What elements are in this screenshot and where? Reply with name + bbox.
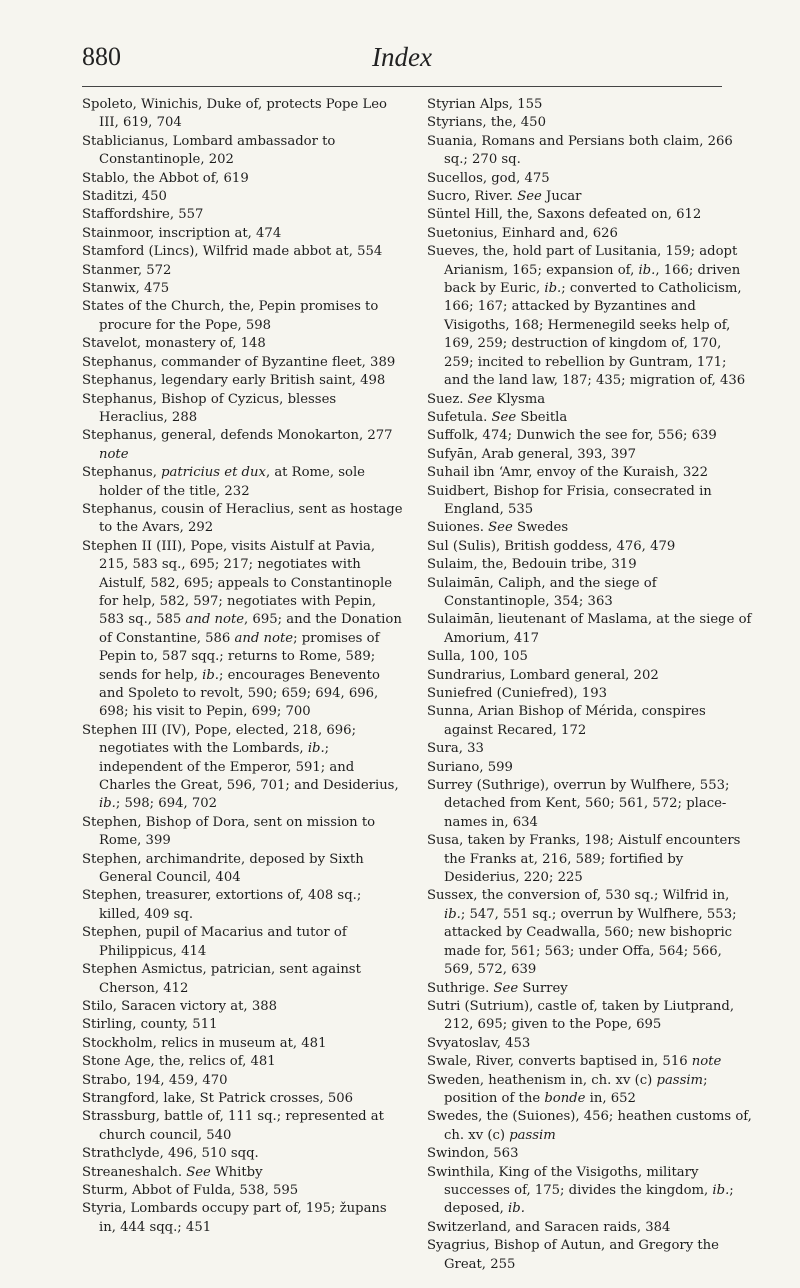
index-entry: Stamford (Lincs), Wilfrid made abbot at, 554: [82, 244, 383, 260]
index-entry: Stablo, the Abbot of, 619: [82, 170, 249, 186]
index-entry: Strassburg, battle of, 111 sq.; represented at church council, 540: [82, 1109, 384, 1143]
index-entry: Suthrige. See Surrey: [427, 980, 568, 996]
index-entry: Swedes, the (Suiones), 456; heathen customs of, ch. xv (c) passim: [427, 1109, 752, 1143]
index-entry: Staffordshire, 557: [82, 207, 204, 223]
index-entry: Sufyān, Arab general, 393, 397: [427, 446, 636, 462]
index-entry: Swindon, 563: [427, 1146, 519, 1162]
index-entry: Spoleto, Winichis, Duke of, protects Pope Leo III, 619, 704: [82, 97, 387, 131]
index-entry: Stephanus, general, defends Monokarton, 277 note: [82, 428, 393, 462]
index-entry: Suidbert, Bishop for Frisia, consecrated in England, 535: [427, 483, 712, 517]
index-entry: Sulaimān, lieutenant of Maslama, at the siege of Amorium, 417: [427, 612, 752, 646]
index-entry: Stanmer, 572: [82, 262, 172, 278]
index-entry: Suniefred (Cuniefred), 193: [427, 686, 608, 701]
index-entry: Stephen II (III), Pope, visits Aistulf at Pavia, 215, 583 sq., 695; 217; negotiates with Aistulf, 582, 695; appeals to Constantinople for help, 582, 597; negotiates with Pepin, 583 sq., 585 and note, 695; and the Donation of Constantine, 586 and note; promises of Pepin to, 587 sqq.; returns to Rome, 589; sends for help, ib.; encourages Benevento and Spoleto to revolt, 590; 659; 694, 696, 698; his visit to Pepin, 699; 700: [82, 538, 402, 720]
running-head: Index: [372, 42, 432, 72]
index-entry: Stainmoor, inscription at, 474: [82, 225, 282, 241]
index-entry: Stirling, county, 511: [82, 1017, 218, 1033]
index-entry: Suiones. See Swedes: [427, 520, 569, 536]
index-entry: Sussex, the conversion of, 530 sq.; Wilfrid in, ib.; 547, 551 sq.; overrun by Wulfhere, 553; attacked by Ceadwalla, 560; new bishopric made for, 561; 563; under Offa, 564; 566, 569, 572, 639: [427, 888, 737, 978]
index-entry: Syagrius, Bishop of Autun, and Gregory the Great, 255: [427, 1238, 719, 1272]
index-entry: Sulaim, the, Bedouin tribe, 319: [427, 557, 637, 573]
index-entry: Strangford, lake, St Patrick crosses, 506: [82, 1090, 353, 1106]
index-entry: Strabo, 194, 459, 470: [82, 1072, 228, 1088]
index-entry: Stephanus, legendary early British saint, 498: [82, 373, 386, 389]
index-entry: Stockholm, relics in museum at, 481: [82, 1035, 327, 1051]
index-entry: Stephanus, commander of Byzantine fleet, 389: [82, 354, 396, 370]
page-header: [82, 42, 722, 82]
index-entry: Surrey (Suthrige), overrun by Wulfhere, 553; detached from Kent, 560; 561, 572; place-names in, 634: [427, 778, 730, 830]
index-entry: Styrians, the, 450: [427, 115, 546, 131]
index-entry: Stone Age, the, relics of, 481: [82, 1054, 276, 1070]
index-column-left: [82, 96, 404, 1237]
index-entry: Stephen, treasurer, extortions of, 408 sq.; killed, 409 sq.: [82, 888, 362, 922]
index-entry: Styria, Lombards occupy part of, 195; župans in, 444 sqq.; 451: [82, 1201, 387, 1235]
index-entry: Sul (Sulis), British goddess, 476, 479: [427, 538, 676, 554]
index-entry: Suania, Romans and Persians both claim, 266 sq.; 270 sq.: [427, 133, 733, 168]
index-entry: Stanwix, 475: [82, 281, 170, 297]
index-entry: Styrian Alps, 155: [427, 97, 543, 112]
index-entry: Süntel Hill, the, Saxons defeated on, 612: [427, 207, 702, 223]
index-entry: Stavelot, monastery of, 148: [82, 336, 266, 352]
index-entry: Suhail ibn ‘Amr, envoy of the Kuraish, 322: [427, 465, 708, 481]
index-entry: Stilo, Saracen victory at, 388: [82, 998, 277, 1014]
index-entry: Sulla, 100, 105: [427, 649, 528, 665]
index-entry: Sueves, the, hold part of Lusitania, 159; adopt Arianism, 165; expansion of, ib., 166; driven back by Euric, ib.; converted to Catholicism, 166; 167; attacked by Byzantines and Visigoths, 168; Hermenegild seeks help of, 169, 259; destruction of kingdom of, 170, 259; incited to rebellion by Guntram, 171; and the land law, 187; 435; migration of, 436: [427, 244, 746, 389]
index-entry: Stephanus, patricius et dux, at Rome, sole holder of the title, 232: [82, 465, 365, 499]
index-entry: Stephen, pupil of Macarius and tutor of Philippicus, 414: [82, 925, 347, 959]
index-column-right: [427, 96, 753, 1274]
index-entry: Stephanus, cousin of Heraclius, sent as hostage to the Avars, 292: [82, 501, 403, 536]
index-entry: Stablicianus, Lombard ambassador to Constantinople, 202: [82, 133, 336, 168]
index-entry: Stephen, Bishop of Dora, sent on mission to Rome, 399: [82, 814, 376, 849]
page-number: 880: [82, 42, 121, 71]
index-entry: Suez. See Klysma: [427, 391, 546, 407]
index-entry: Sturm, Abbot of Fulda, 538, 595: [82, 1182, 299, 1198]
index-entry: Sura, 33: [427, 741, 484, 757]
index-entry: Sufetula. See Sbeitla: [427, 409, 568, 425]
index-entry: Suriano, 599: [427, 759, 513, 775]
index-entry: Sucellos, god, 475: [427, 170, 550, 186]
index-entry: Susa, taken by Franks, 198; Aistulf encounters the Franks at, 216, 589; fortified by Desiderius, 220; 225: [427, 833, 741, 886]
index-entry: Staditzi, 450: [82, 189, 167, 205]
index-entry: Sulaimān, Caliph, and the siege of Constantinople, 354; 363: [427, 575, 657, 609]
index-entry: Swinthila, King of the Visigoths, military successes of, 175; divides the kingdom, ib.; deposed, ib.: [427, 1164, 734, 1217]
index-entry: Stephanus, Bishop of Cyzicus, blesses Heraclius, 288: [82, 391, 337, 425]
index-entry: Sunna, Arian Bishop of Mérida, conspires against Recared, 172: [427, 704, 706, 738]
index-entry: Sutri (Sutrium), castle of, taken by Liutprand, 212, 695; given to the Pope, 695: [427, 998, 735, 1033]
index-entry: Stephen, archimandrite, deposed by Sixth General Council, 404: [82, 851, 364, 886]
index-entry: Svyatoslav, 453: [427, 1035, 531, 1051]
index-entry: Switzerland, and Saracen raids, 384: [427, 1219, 671, 1235]
index-entry: Strathclyde, 496, 510 sqq.: [82, 1146, 259, 1162]
index-entry: Sundrarius, Lombard general, 202: [427, 667, 659, 683]
header-rule: [82, 86, 722, 87]
index-entry: States of the Church, the, Pepin promises to procure for the Pope, 598: [82, 299, 379, 333]
index-entry: Sucro, River. See Jucar: [427, 189, 582, 205]
index-entry: Suetonius, Einhard and, 626: [427, 225, 618, 241]
index-entry: Swale, River, converts baptised in, 516 note: [427, 1054, 722, 1070]
index-entry: Streaneshalch. See Whitby: [82, 1164, 263, 1180]
index-entry: Suffolk, 474; Dunwich the see for, 556; 639: [427, 428, 717, 444]
index-entry: Stephen Asmictus, patrician, sent against Cherson, 412: [82, 962, 361, 996]
index-entry: Sweden, heathenism in, ch. xv (c) passim; position of the bonde in, 652: [427, 1072, 708, 1106]
index-entry: Stephen III (IV), Pope, elected, 218, 696; negotiates with the Lombards, ib.; independent of the Emperor, 591; and Charles the Great, 596, 701; and Desiderius, ib.; 598; 694, 702: [82, 722, 399, 812]
